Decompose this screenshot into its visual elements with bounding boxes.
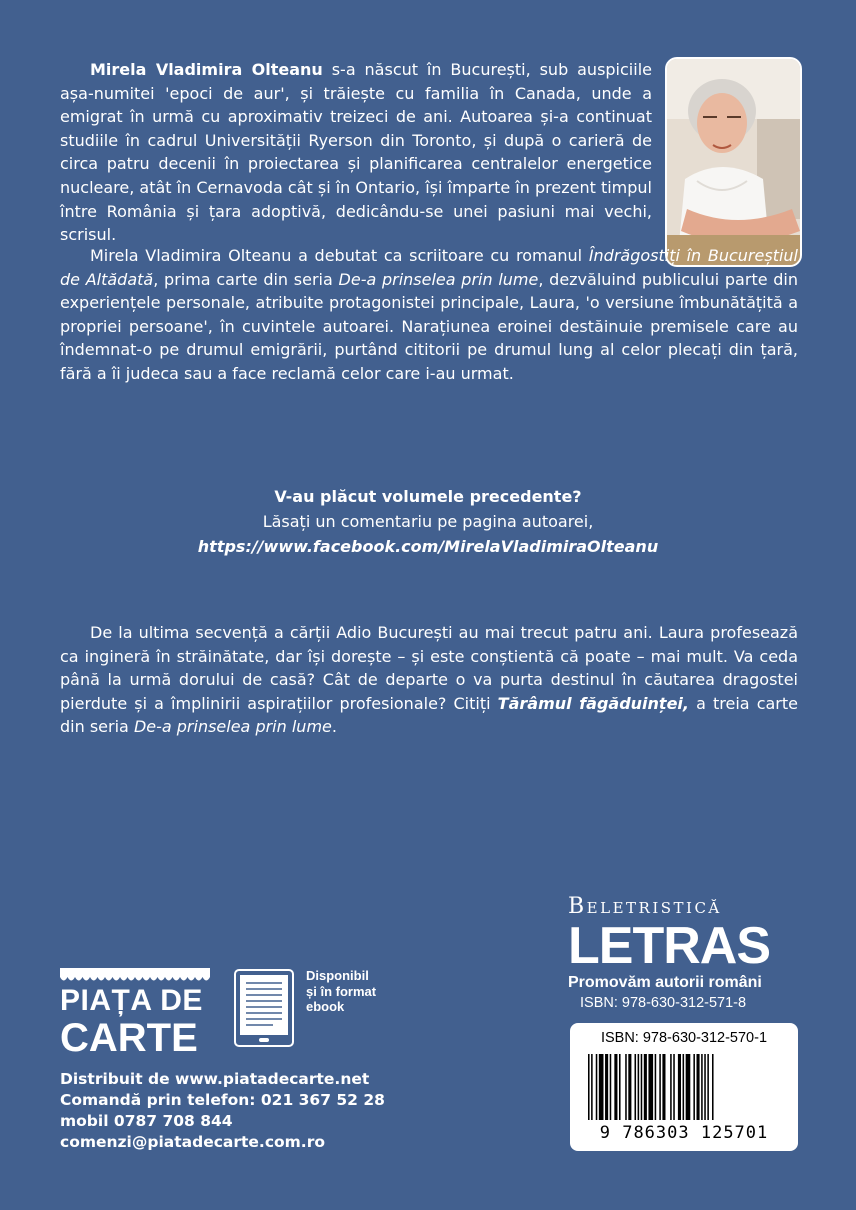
blurb-text-end: . bbox=[331, 717, 337, 737]
debut-text-middle: , prima carte din seria bbox=[153, 269, 333, 289]
barcode-icon bbox=[584, 1054, 784, 1124]
blurb-book-title: Tărâmul făgăduinței, bbox=[497, 693, 689, 713]
ebook-line: Disponibil bbox=[306, 968, 369, 983]
author-bio-text: s-a născut în București, sub auspiciile așa-numitei 'epoci de aur', și trăiește cu familia în Canada, unde a emigrat în urmă cu aproximativ treizeci de ani. Autoarea și-a continuat studiile în cadrul Universității Ryerson din Toronto, și după o carieră de circa patru decenii în proiectarea și planificarea centralelor energetice nucleare, atât în Cernavoda cât și în Ontario, își împarte în prezent timpul între România și țara adoptivă, dedicându-se unei pasiuni mai vechi, scrisul. bbox=[60, 60, 652, 245]
blurb-paragraph bbox=[60, 621, 798, 739]
blurb-series-title: De-a prinselea prin lume bbox=[133, 717, 332, 737]
promo-question: V-au plăcut volumele precedente? bbox=[274, 487, 582, 506]
barcode-label bbox=[570, 1023, 798, 1151]
ebook-reader-icon bbox=[233, 968, 295, 1048]
publisher-block bbox=[568, 893, 800, 1013]
logo-text-line2: CARTE bbox=[60, 1016, 198, 1060]
author-name: Mirela Vladimira Olteanu bbox=[90, 60, 323, 79]
publisher-tagline: Promovăm autorii români bbox=[568, 974, 762, 991]
ebook-availability bbox=[306, 968, 396, 1015]
debut-series-title: De-a prinselea prin lume bbox=[338, 269, 539, 289]
promo-invite: Lăsați un comentariu pe pagina autoarei, bbox=[262, 512, 594, 531]
distributor-website[interactable]: Distribuit de www.piatadecarte.net bbox=[60, 1070, 370, 1088]
piata-de-carte-logo bbox=[60, 968, 212, 1058]
scalloped-awning-icon bbox=[60, 968, 210, 984]
collection-name: Beletristică bbox=[568, 894, 722, 919]
promo-block bbox=[0, 484, 856, 559]
debut-text-end: , dezvăluind publicului parte din experiențele personale, atribuite protagonistei principale, Laura, 'o versiune îmbunătățită a propriei persoane', în cuvintele autoarei. Narațiunea eroinei destăinuie premisele care au îndemnat-o pe drumul emigrării, purtând cititorii pe drumul lung al celor plecați din țară, fără a îi judeca sau a face reclamă celor care i-au urmat. bbox=[60, 269, 799, 383]
distributor-mobile[interactable]: mobil 0787 708 844 bbox=[60, 1112, 233, 1130]
barcode-digits: 9 786303 125701 bbox=[599, 1123, 769, 1143]
blurb-text-middle: a treia carte din seria bbox=[60, 693, 798, 737]
distributor-phone[interactable]: Comandă prin telefon: 021 367 52 28 bbox=[60, 1091, 385, 1109]
debut-book-title: Îndrăgostiți în Bucureștiul de Altădată bbox=[60, 246, 798, 289]
isbn-print: ISBN: 978-630-312-570-1 bbox=[600, 1030, 768, 1046]
author-facebook-link[interactable]: https://www.facebook.com/MirelaVladimiraOlteanu bbox=[197, 537, 659, 556]
author-portrait-illustration bbox=[667, 59, 800, 265]
distributor-contact bbox=[60, 1069, 385, 1153]
blurb-text-start: De la ultima secvență a cărții Adio București au mai trecut patru ani. Laura profesează ca ingineră în străinătate, dar își dorește – și este conștientă că poate – mai mult. Va ceda până la urmă dorului de casă? Cât de departe o va purta destinul în căutarea dragostei pierdute și a împlinirii aspirațiilor profesionale? Citiți bbox=[60, 623, 798, 713]
ebook-line: și în format bbox=[306, 983, 377, 999]
isbn-ebook: ISBN: 978-630-312-571-8 bbox=[580, 995, 747, 1011]
publisher-name: LETRAS bbox=[568, 917, 770, 975]
distributor-email[interactable]: comenzi@piatadecarte.com.ro bbox=[60, 1133, 325, 1151]
debut-paragraph bbox=[60, 244, 798, 386]
ebook-line: ebook bbox=[306, 999, 345, 1014]
debut-text-start: Mirela Vladimira Olteanu a debutat ca scriitoare cu romanul bbox=[90, 246, 583, 265]
author-bio-paragraph bbox=[60, 58, 652, 247]
author-photo bbox=[665, 57, 802, 267]
logo-text-line1: PIAȚA DE bbox=[60, 984, 203, 1017]
